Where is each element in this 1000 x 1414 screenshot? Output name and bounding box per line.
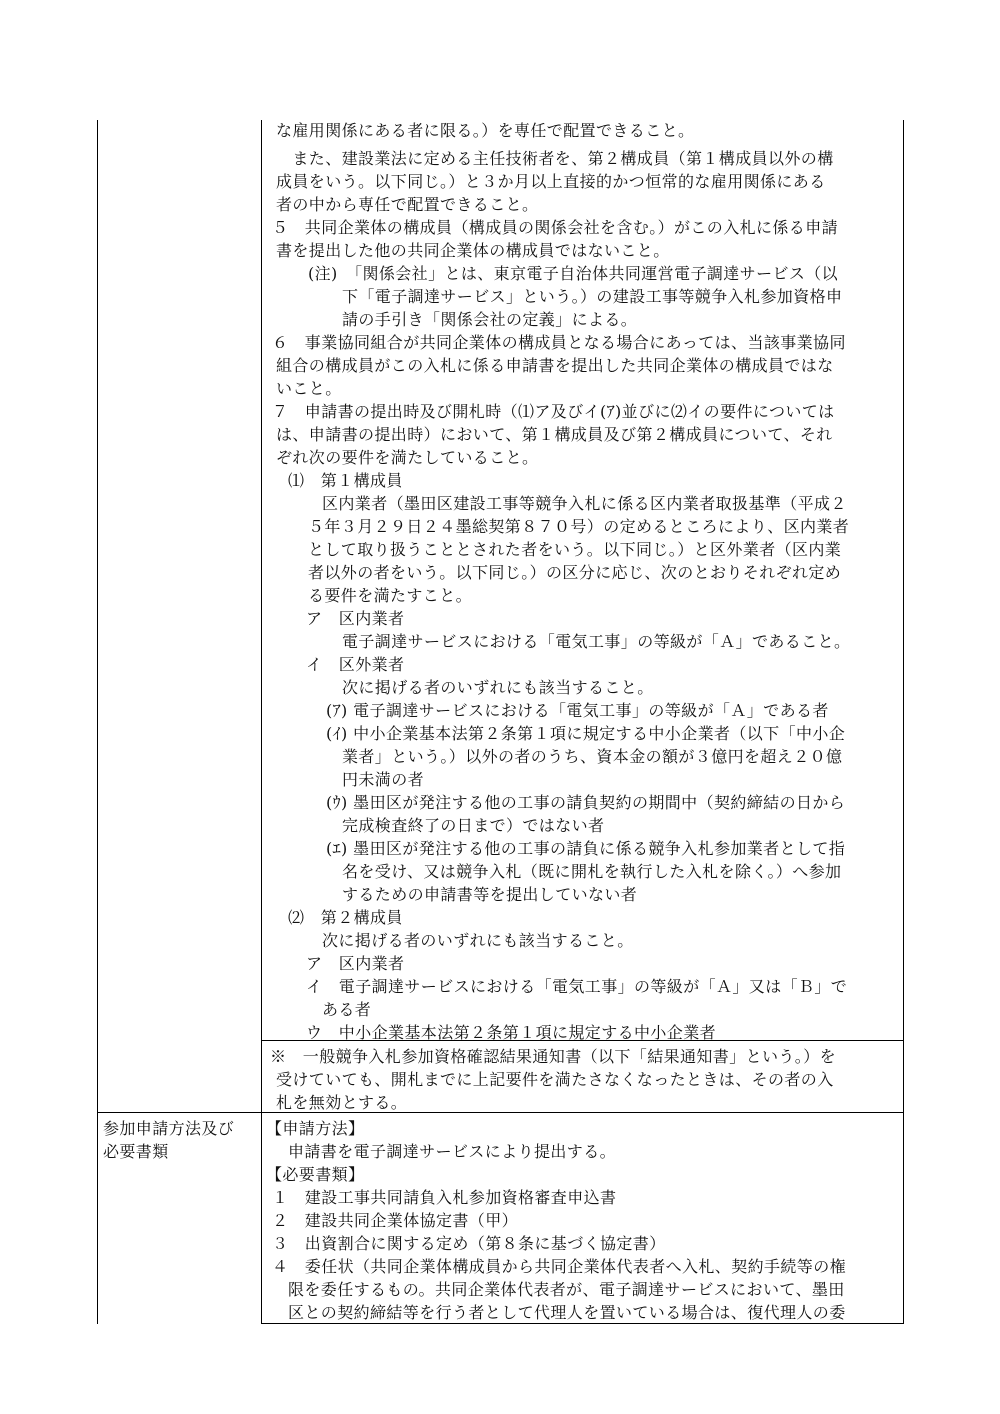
table-left-border [97, 120, 98, 1324]
content-line: 請の手引き「関係会社の定義」による。 [342, 310, 638, 329]
application-line: 区との契約締結等を行う者として代理人を置いている場合は、復代理人の委 [288, 1303, 846, 1322]
content-line: 区内業者（墨田区建設工事等競争入札に係る区内業者取扱基準（平成２ [322, 494, 847, 513]
content-line: 電子調達サービスにおける「電気工事」の等級が「Ａ」であること。 [342, 632, 851, 651]
content-line: ⑴ 第１構成員 [288, 471, 403, 490]
content-line: するための申請書等を提出していない者 [342, 885, 638, 904]
content-line: イ 電子調達サービスにおける「電気工事」の等級が「Ａ」又は「Ｂ」で [306, 977, 848, 996]
content-line: (注) 「関係会社」とは、東京電子自治体共同運営電子調達サービス（以 [308, 264, 839, 283]
content-line: 者の中から専任で配置できること。 [276, 195, 539, 214]
application-line: 【申請方法】 [266, 1119, 365, 1138]
application-line: ３ 出資割合に関する定め（第８条に基づく協定書） [272, 1234, 666, 1253]
row-label: 参加申請方法及び [103, 1119, 235, 1138]
content-line: また、建設業法に定める主任技術者を、第２構成員（第１構成員以外の構 [276, 149, 834, 168]
content-line: な雇用関係にある者に限る。）を専任で配置できること。 [276, 121, 695, 140]
content-line: いこと。 [276, 379, 342, 398]
application-line: ４ 委任状（共同企業体構成員から共同企業体代表者へ入札、契約手続等の権 [272, 1257, 847, 1276]
content-line: ７ 申請書の提出時及び開札時（⑴ア及びイ(ｱ)並びに⑵イの要件については [272, 402, 835, 421]
row-label: 必要書類 [103, 1142, 169, 1161]
content-line: ６ 事業協同組合が共同企業体の構成員となる場合にあっては、当該事業協同 [272, 333, 846, 352]
content-line: として取り扱うこととされた者をいう。以下同じ。）と区外業者（区内業 [308, 540, 842, 559]
content-line: ウ 中小企業基本法第２条第１項に規定する中小企業者 [306, 1023, 717, 1042]
table-column-divider [261, 120, 262, 1324]
content-line: 業者」という。）以外の者のうち、資本金の額が３億円を超え２０億 [342, 747, 843, 766]
content-line: ５ 共同企業体の構成員（構成員の関係会社を含む。）がこの入札に係る申請 [272, 218, 839, 237]
application-line: 限を委任するもの。共同企業体代表者が、電子調達サービスにおいて、墨田 [288, 1280, 845, 1299]
note-line: 受けていても、開札までに上記要件を満たさなくなったときは、その者の入 [276, 1070, 834, 1089]
application-line: 申請書を電子調達サービスにより提出する。 [288, 1142, 617, 1161]
content-line: ある者 [322, 1000, 372, 1019]
content-line: ア 区内業者 [306, 954, 405, 973]
content-line: (ｳ) 墨田区が発注する他の工事の請負契約の期間中（契約締結の日から [326, 793, 846, 812]
content-line: 成員をいう。以下同じ。）と３か月以上直接的かつ恒常的な雇用関係にある [276, 172, 826, 191]
application-line: １ 建設工事共同請負入札参加資格審査申込書 [272, 1188, 617, 1207]
note-line: 札を無効とする。 [276, 1093, 408, 1112]
table-right-border [903, 120, 904, 1324]
content-line: 者以外の者をいう。以下同じ。）の区分に応じ、次のとおりそれぞれ定め [308, 563, 842, 582]
content-line: ５年３月２９日２４墨総契第８７０号）の定めるところにより、区内業者 [308, 517, 850, 536]
content-line: 完成検査終了の日まで）ではない者 [342, 816, 605, 835]
content-line: ア 区内業者 [306, 609, 405, 628]
content-line: (ｲ) 中小企業基本法第２条第１項に規定する中小企業者（以下「中小企 [326, 724, 846, 743]
row-divider [97, 1112, 904, 1113]
note-line: ※ 一般競争入札参加資格確認結果通知書（以下「結果通知書」という。）を [270, 1047, 837, 1066]
content-line: 次に掲げる者のいずれにも該当すること。 [342, 678, 654, 697]
content-line: 下「電子調達サービス」という。）の建設工事等競争入札参加資格申 [342, 287, 843, 306]
content-line: イ 区外業者 [306, 655, 405, 674]
content-line: 次に掲げる者のいずれにも該当すること。 [322, 931, 634, 950]
content-line: 書を提出した他の共同企業体の構成員ではないこと。 [276, 241, 670, 260]
content-line: る要件を満たすこと。 [308, 586, 473, 605]
application-line: 【必要書類】 [266, 1165, 365, 1184]
content-line: (ｱ) 電子調達サービスにおける「電気工事」の等級が「Ａ」である者 [326, 701, 829, 720]
content-line: 組合の構成員がこの入札に係る申請書を提出した共同企業体の構成員ではな [276, 356, 834, 375]
application-line: ２ 建設共同企業体協定書（甲） [272, 1211, 519, 1230]
content-line: ⑵ 第２構成員 [288, 908, 403, 927]
content-line: ぞれ次の要件を満たしていること。 [276, 448, 539, 467]
content-line: は、申請書の提出時）において、第１構成員及び第２構成員について、それ [276, 425, 833, 444]
content-line: 円未満の者 [342, 770, 425, 789]
content-line: 名を受け、又は競争入札（既に開札を執行した入札を除く。）へ参加 [342, 862, 842, 881]
content-line: (ｴ) 墨田区が発注する他の工事の請負に係る競争入札参加業者として指 [326, 839, 846, 858]
